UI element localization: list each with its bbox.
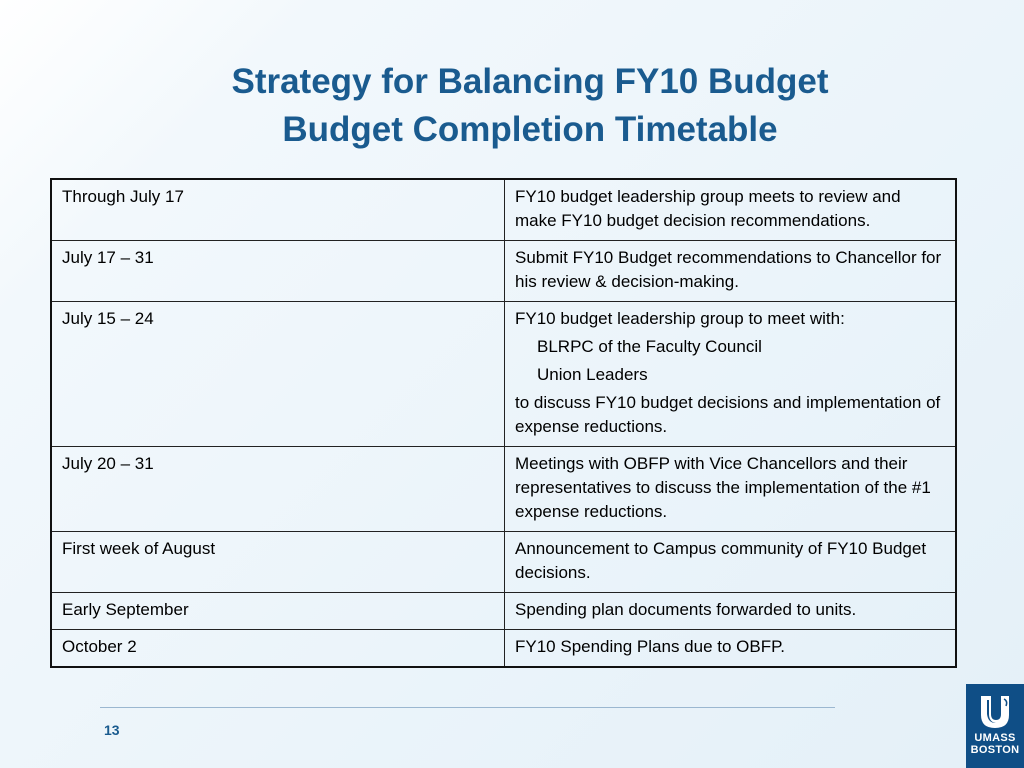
table-row (51, 532, 956, 593)
table-row (51, 302, 956, 447)
table-row (51, 241, 956, 302)
description-cell: Spending plan documents forwarded to units. (505, 593, 957, 630)
description-cell: FY10 budget leadership group meets to review and make FY10 budget decision recommendations. (505, 179, 957, 241)
logo-text-line-2: BOSTON (970, 744, 1020, 756)
description-cell: Submit FY10 Budget recommendations to Chancellor for his review & decision-making. (505, 241, 957, 302)
date-cell: First week of August (51, 532, 505, 593)
slide-title (0, 58, 1024, 154)
table-row (51, 447, 956, 532)
description-cell: Meetings with OBFP with Vice Chancellors and their representatives to discuss the implementation of the #1 expense reductions. (505, 447, 957, 532)
date-cell: October 2 (51, 630, 505, 668)
table-row (51, 593, 956, 630)
umass-u-icon (975, 692, 1015, 730)
footer-divider (100, 707, 835, 708)
logo-text-line-1: UMASS (974, 732, 1016, 744)
date-cell: July 15 – 24 (51, 302, 505, 447)
description-cell (505, 302, 957, 447)
description-cell: FY10 Spending Plans due to OBFP. (505, 630, 957, 668)
page-number: 13 (104, 722, 120, 738)
umass-boston-logo (966, 684, 1024, 768)
table-row (51, 179, 956, 241)
sub-item: Union Leaders (537, 365, 648, 384)
date-cell: July 20 – 31 (51, 447, 505, 532)
sub-item: BLRPC of the Faculty Council (537, 337, 762, 356)
date-cell: July 17 – 31 (51, 241, 505, 302)
title-line-1: Strategy for Balancing FY10 Budget (231, 62, 829, 101)
description-continuation: to discuss FY10 budget decisions and implementation of expense reductions. (515, 393, 941, 436)
description-cell: Announcement to Campus community of FY10 Budget decisions. (505, 532, 957, 593)
description-text: FY10 budget leadership group to meet with: (515, 309, 845, 328)
date-cell: Early September (51, 593, 505, 630)
title-line-2: Budget Completion Timetable (282, 110, 778, 149)
table-row (51, 630, 956, 668)
date-cell: Through July 17 (51, 179, 505, 241)
timetable-table (50, 178, 957, 668)
